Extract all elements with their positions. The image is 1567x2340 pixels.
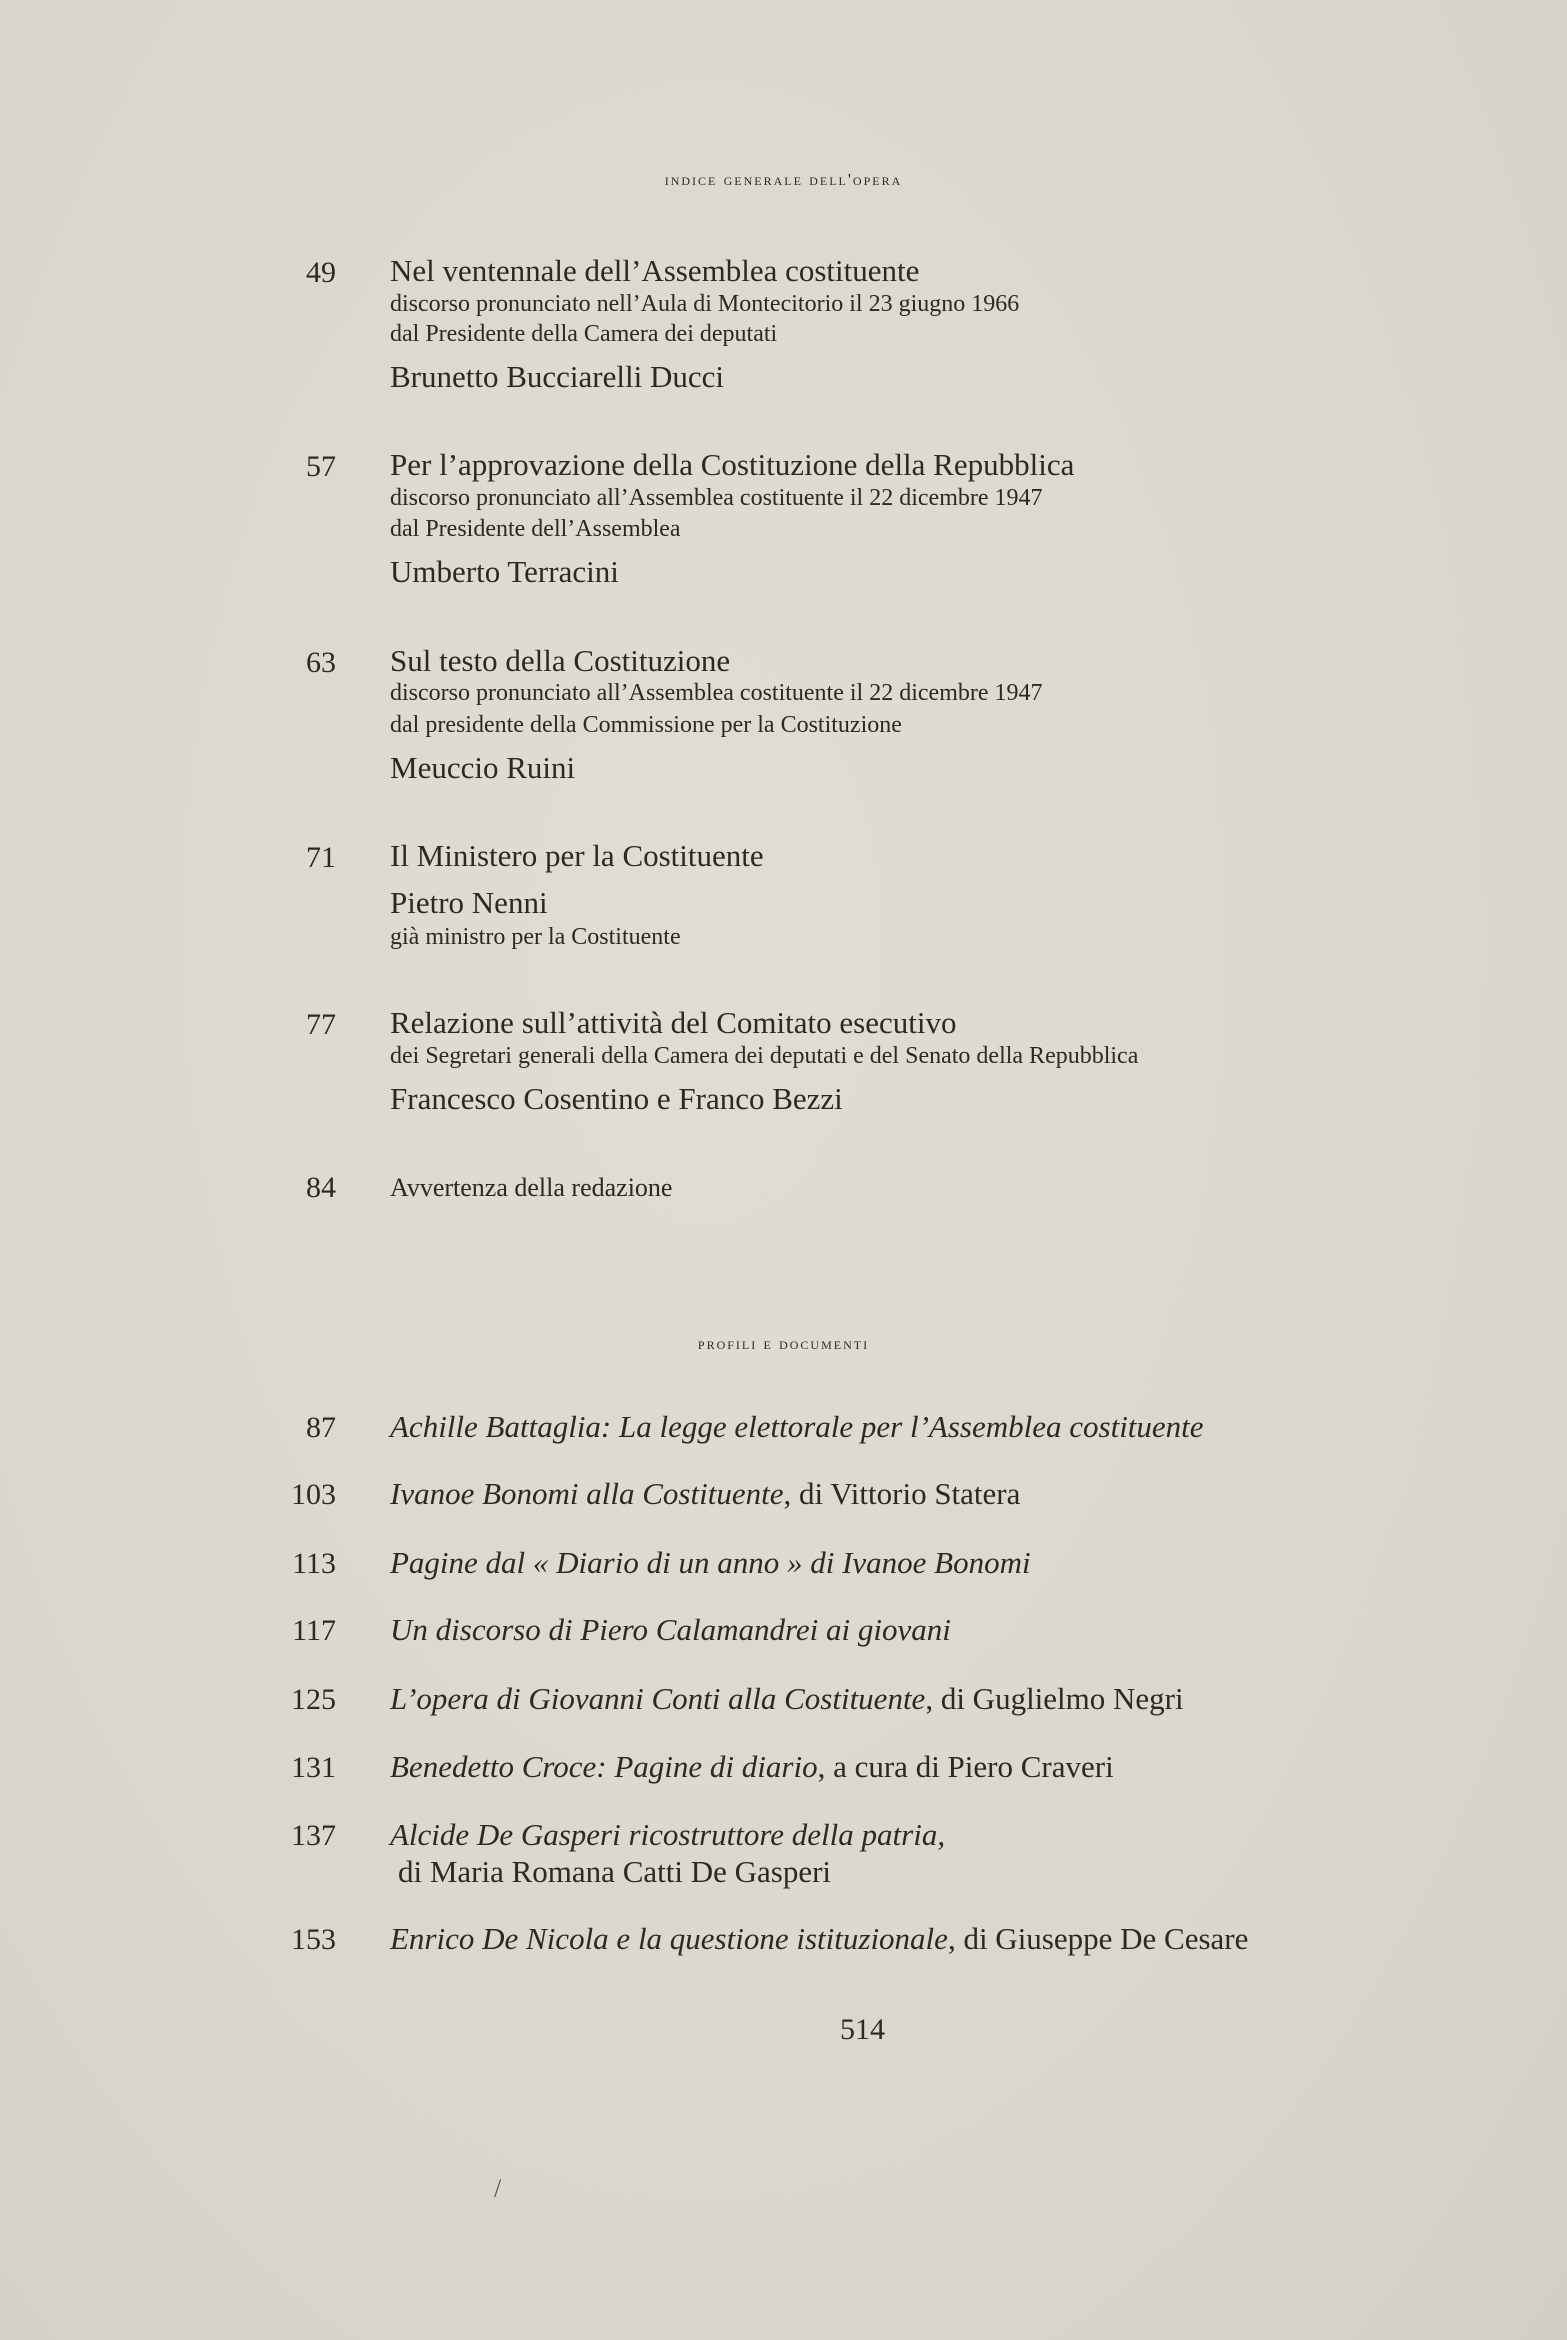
section-title: profili e documenti bbox=[697, 1334, 870, 1353]
entry-title: Avvertenza della redazione bbox=[390, 1173, 673, 1202]
profile-entry: L’opera di Giovanni Conti alla Costituente, di Guglielmo Negri bbox=[390, 1681, 1184, 1716]
entry-description: dal Presidente della Camera dei deputati bbox=[390, 321, 778, 347]
profile-entry: Pagine dal « Diario di un anno » di Ivanoe Bonomi bbox=[390, 1545, 1031, 1580]
profile-page-number: 117 bbox=[292, 1614, 336, 1647]
profile-page-number: 103 bbox=[291, 1478, 336, 1511]
entry-description: dal Presidente dell’Assemblea bbox=[390, 516, 681, 542]
profile-page-number: 131 bbox=[291, 1751, 336, 1784]
entry-description: dal presidente della Commissione per la Costituzione bbox=[390, 712, 902, 738]
entry-author: Meuccio Ruini bbox=[390, 750, 576, 785]
entry-title: Per l’approvazione della Costituzione della Repubblica bbox=[390, 447, 1075, 482]
stray-mark: / bbox=[494, 2174, 502, 2203]
profile-entry: Benedetto Croce: Pagine di diario, a cura di Piero Craveri bbox=[390, 1749, 1114, 1784]
entry-description: dei Segretari generali della Camera dei deputati e del Senato della Repubblica bbox=[390, 1043, 1139, 1069]
entry-title: Relazione sull’attività del Comitato esecutivo bbox=[390, 1005, 957, 1040]
entry-description: già ministro per la Costituente bbox=[390, 924, 681, 950]
entry-title: Nel ventennale dell’Assemblea costituente bbox=[390, 253, 920, 288]
entry-author: Umberto Terracini bbox=[390, 554, 619, 589]
entry-description: discorso pronunciato all’Assemblea costituente il 22 dicembre 1947 bbox=[390, 485, 1043, 511]
profile-entry: Alcide De Gasperi ricostruttore della patria, bbox=[390, 1817, 946, 1852]
running-header: indice generale dell'opera bbox=[664, 170, 903, 189]
entry-description: discorso pronunciato nell’Aula di Montecitorio il 23 giugno 1966 bbox=[390, 291, 1020, 317]
entry-page-number: 63 bbox=[306, 646, 336, 679]
profile-page-number: 113 bbox=[292, 1547, 336, 1580]
entry-title: Sul testo della Costituzione bbox=[390, 643, 731, 678]
entry-author: Pietro Nenni bbox=[390, 885, 548, 920]
profile-page-number: 125 bbox=[291, 1683, 336, 1716]
entry-author: Brunetto Bucciarelli Ducci bbox=[390, 359, 724, 394]
entry-page-number: 84 bbox=[306, 1171, 336, 1204]
profile-entry: Un discorso di Piero Calamandrei ai giovani bbox=[390, 1612, 951, 1647]
profile-entry: Achille Battaglia: La legge elettorale per l’Assemblea costituente bbox=[390, 1409, 1204, 1444]
profile-entry: Ivanoe Bonomi alla Costituente, di Vittorio Statera bbox=[390, 1476, 1021, 1511]
profile-entry: Enrico De Nicola e la questione istituzionale, di Giuseppe De Cesare bbox=[390, 1921, 1249, 1956]
profile-page-number: 153 bbox=[291, 1923, 336, 1956]
entry-page-number: 57 bbox=[306, 450, 336, 483]
entry-description: discorso pronunciato all’Assemblea costituente il 22 dicembre 1947 bbox=[390, 680, 1043, 706]
entry-title: Il Ministero per la Costituente bbox=[390, 838, 764, 873]
page-number: 514 bbox=[840, 2013, 885, 2046]
profile-page-number: 87 bbox=[306, 1411, 336, 1444]
entry-page-number: 49 bbox=[306, 256, 336, 289]
profile-entry-author: di Maria Romana Catti De Gasperi bbox=[398, 1854, 832, 1889]
entry-author: Francesco Cosentino e Franco Bezzi bbox=[390, 1081, 843, 1116]
profile-page-number: 137 bbox=[291, 1819, 336, 1852]
entry-page-number: 71 bbox=[306, 841, 336, 874]
entry-page-number: 77 bbox=[306, 1008, 336, 1041]
